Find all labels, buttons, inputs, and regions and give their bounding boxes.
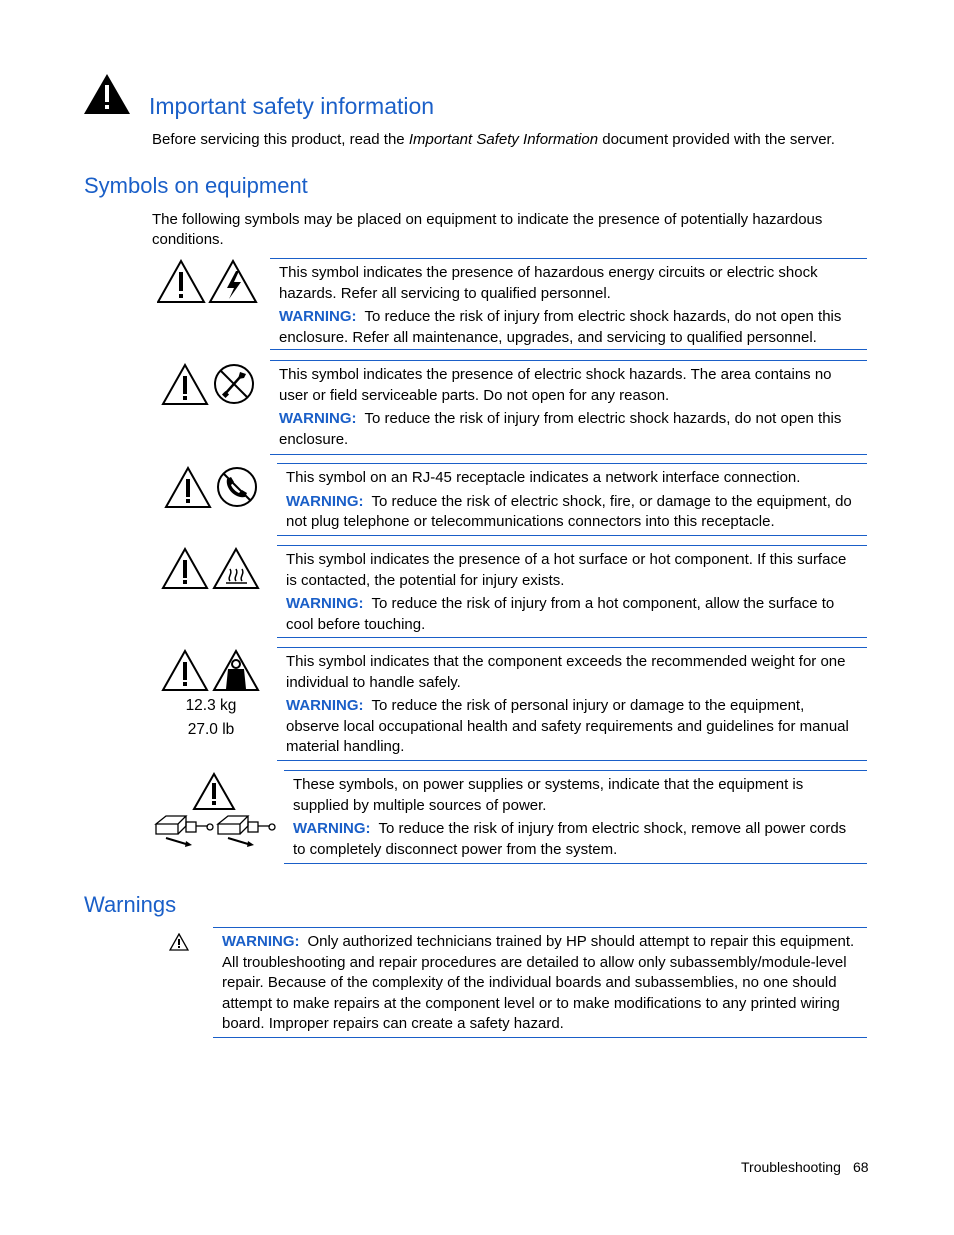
warning-label: WARNING: xyxy=(222,933,300,950)
warning-text: WARNING: Only authorized technicians trained by HP should attempt to repair this equipment. All troubleshooting and repair procedures are detailed to allow only subassembly/module-level repair. Because of the complexity of the individual boards and subassemblies, no one should attempt to make repairs at the component level or to make modifications to any printed wiring board. Improper repairs can create a safety hazard. xyxy=(222,933,855,1032)
footer-section: Troubleshooting xyxy=(741,1159,841,1175)
page-number: 68 xyxy=(853,1159,869,1175)
symbols-intro: The following symbols may be placed on equipment to indicate the presence of potentially hazardous conditions. xyxy=(152,211,823,248)
symbol-entry xyxy=(277,647,867,761)
heavy-weight-icon xyxy=(161,649,261,693)
symbol-description: This symbol on an RJ-45 receptacle indicates a network interface connection. xyxy=(286,469,801,486)
safety-warning-icon xyxy=(82,72,132,116)
symbol-entry xyxy=(284,770,867,864)
symbol-entry xyxy=(270,258,867,350)
symbol-warning: WARNING: To reduce the risk of electric shock, fire, or damage to the equipment, do not plug telephone or telecommunications connectors into this receptacle. xyxy=(286,492,852,530)
weight-lb: 27.0 lb xyxy=(187,721,235,738)
warning-label: WARNING: xyxy=(286,697,364,714)
hazardous-energy-icon xyxy=(157,259,259,305)
symbol-description: These symbols, on power supplies or systems, indicate that the equipment is supplied by multiple sources of power. xyxy=(293,776,804,814)
symbol-description: This symbol indicates that the component exceeds the recommended weight for one individual to handle safely. xyxy=(286,653,846,691)
hot-surface-icon xyxy=(161,547,261,591)
weight-kg: 12.3 kg xyxy=(185,697,237,714)
warning-label: WARNING: xyxy=(286,595,364,612)
document-title: Important Safety Information xyxy=(408,131,599,148)
no-serviceable-parts-icon xyxy=(161,363,257,407)
warning-label: WARNING: xyxy=(279,308,357,325)
symbol-warning: WARNING: To reduce the risk of injury from electric shock hazards, do not open this enclosure. Refer all maintenance, upgrades, and servicing to qualified personnel. xyxy=(279,308,842,346)
symbol-entry xyxy=(277,463,867,536)
warning-label: WARNING: xyxy=(286,492,364,510)
page-title: Important safety information xyxy=(149,93,435,119)
intro-paragraph: Before servicing this product, read the Important Safety Information document provided with the server. xyxy=(152,131,835,148)
symbol-warning: WARNING: To reduce the risk of personal injury or damage to the equipment, observe local occupational health and safety requirements and guidelines for manual material handling. xyxy=(286,697,849,755)
warning-label: WARNING: xyxy=(293,820,371,837)
warning-label: WARNING: xyxy=(279,410,357,427)
symbol-description: This symbol indicates the presence of electric shock hazards. The area contains no user or field serviceable parts. Do not open for any reason. xyxy=(279,366,832,404)
symbol-warning: WARNING: To reduce the risk of injury from a hot component, allow the surface to cool before touching. xyxy=(286,595,835,633)
symbol-entry xyxy=(277,545,867,638)
symbol-description: This symbol indicates the presence of a hot surface or hot component. If this surface is contacted, the potential for injury exists. xyxy=(286,551,847,589)
section-title-symbols: Symbols on equipment xyxy=(84,173,308,198)
symbol-warning: WARNING: To reduce the risk of injury from electric shock, remove all power cords to completely disconnect power from the system. xyxy=(293,820,847,858)
symbol-entry xyxy=(270,360,867,455)
caution-triangle-icon xyxy=(169,933,189,951)
section-title-warnings: Warnings xyxy=(84,892,177,917)
rj45-network-icon xyxy=(164,466,260,510)
warning-entry xyxy=(213,927,867,1038)
symbol-description: This symbol indicates the presence of hazardous energy circuits or electric shock hazards. Refer all servicing to qualified personnel. xyxy=(279,264,818,302)
symbol-warning: WARNING: To reduce the risk of injury from electric shock hazards, do not open this enclosure. xyxy=(279,410,842,448)
multiple-power-sources-icon xyxy=(152,772,276,848)
